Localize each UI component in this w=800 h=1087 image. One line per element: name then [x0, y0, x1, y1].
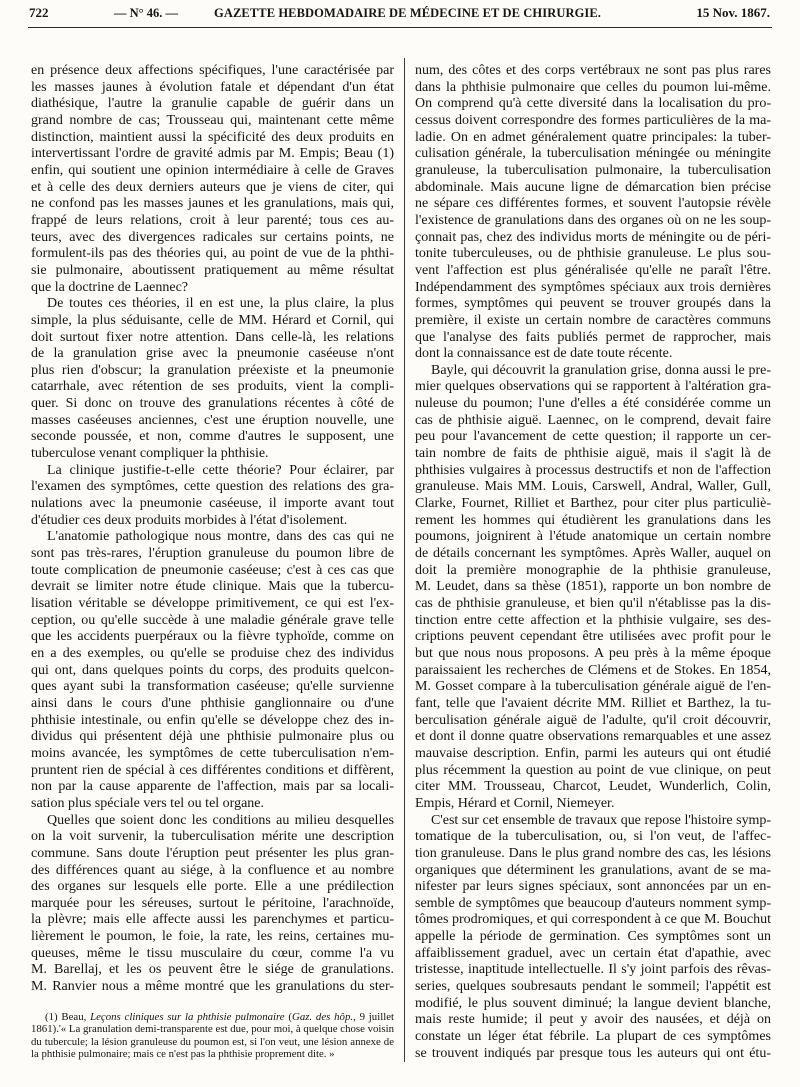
- text-line: ainsi dans le cours d'une phthisie ganglionnaire ou d'une: [31, 695, 394, 711]
- text-line: modifié, le plus souvent diminué; la langue devient blanche,: [415, 995, 771, 1011]
- text-line: series, quelques soubresauts pendant le sommeil; l'appétit est: [415, 979, 771, 995]
- text-line: ne sépare ces différentes formes, et souvent l'autopsie révèle: [415, 196, 771, 212]
- footnote-line: [31, 1011, 394, 1023]
- header-rule: [28, 27, 772, 28]
- footnote-line: 1861).'« La granulation demi-transparente est due, pour moi, à quelque chose voisin: [31, 1023, 394, 1036]
- text-line: et dont il donne quatre observations remarquables et une assez: [415, 729, 771, 745]
- text-line: but que nous nous proposons. A peu près à la même époque: [415, 645, 771, 661]
- text-line: cessus doivent correspondre des formes particulières de la ma-: [415, 112, 771, 128]
- footnote-reference: (1) Beau,: [45, 1011, 91, 1023]
- paragraph: [31, 63, 394, 296]
- text-line: première, il existe un certain nombre de caractères communs: [415, 312, 771, 328]
- footnote-text: (: [284, 1011, 293, 1023]
- text-line: diathésique, l'autre la granulie capable de guérir dans un: [31, 96, 394, 112]
- text-line: mauvaise description. Enfin, parmi les auteurs qui ont étudié: [415, 745, 771, 761]
- text-line: grand nombre de cas; Trousseau qui, maintenant cette même: [31, 112, 394, 128]
- text-line: dont la connaissance est de date toute récente.: [415, 346, 673, 362]
- text-line: non par la cause apparente de l'affection, mais par sa locali-: [31, 779, 394, 795]
- text-line: tomatique de la tuberculisation, ou, si l'on veut, de l'affec-: [415, 829, 771, 845]
- text-line: La clinique justifie-t-elle cette théorie? Pour éclairer, par: [47, 462, 394, 478]
- text-line: sont pas très-rares, l'éruption granuleuse du poumon libre de: [31, 546, 394, 562]
- text-line: les masses jaunes à évolution fatale et dépendant d'un état: [31, 79, 394, 95]
- text-line: quer. Si donc on trouve des granulations récentes à côté de: [31, 396, 394, 412]
- text-line: criptions peuvent cependant être utilisées avec profit pour le: [415, 629, 771, 645]
- text-line: appelle la période de germination. Ces symptômes sont un: [415, 929, 771, 945]
- paragraph: [31, 813, 394, 996]
- text-line: que la doctrine de Laennec?: [31, 279, 189, 295]
- text-line: dividus qui présentent déjà une phthisie pulmonaire plus ou: [31, 729, 394, 745]
- text-line: qui ont, dans quelques points du corps, des produits quelcon-: [31, 662, 394, 678]
- footnote-source-title: Gaz. des hôp.: [292, 1011, 354, 1023]
- paragraph: [415, 813, 771, 1063]
- footnote: [31, 1011, 394, 1061]
- text-line: ladie. On en admet généralement quatre principales: la tuber-: [415, 129, 771, 145]
- left-column: [31, 63, 394, 996]
- text-line: ception, ou qu'elle succède à une maladie générale grave telle: [31, 612, 394, 628]
- text-line: tonite tuberculeuses, ou de phthisie granuleuse. Le plus sou-: [415, 246, 771, 262]
- text-line: formulent-ils pas des théories qui, au point de vue de la phthi-: [31, 246, 394, 262]
- text-line: constate un léger état fébrile. La plupart de ces symptômes: [415, 1029, 771, 1045]
- text-line: pruntent rien de spécial à ces différentes conditions et diffèrent,: [31, 762, 394, 778]
- text-line: dans la phthisie pulmonaire que celles du poumon lui-même.: [415, 79, 771, 95]
- text-line: enfin, qui soutient une opinion intermédiaire à celle de Graves: [31, 162, 394, 178]
- text-line: berculisation générale aiguë de l'adulte, qu'il croit découvrir,: [415, 712, 771, 728]
- text-line: en a des exemples, ou qu'elle se produise chez des individus: [31, 645, 394, 661]
- text-line: doit surtout fixer notre attention. Dans celle-là, les relations: [31, 329, 394, 345]
- text-line: organiques que déterminent les granulations, avant de se ma-: [415, 862, 771, 878]
- text-line: çonnait pas, chez des individus morts de méningite ou de péri-: [415, 229, 771, 245]
- text-line: formes, symptômes qui peuvent se trouver groupés dans la: [415, 296, 771, 312]
- text-line: nuleuse du poumon; l'une d'elles a été considérée comme un: [415, 396, 771, 412]
- text-line: num, des côtes et des corps vertébraux ne sont pas plus rares: [415, 63, 771, 78]
- text-line: l'examen des symptômes, cette question des relations des gra-: [31, 479, 394, 495]
- text-line: lisation véritable se développe primitivement, ce qui est l'ex-: [31, 596, 394, 611]
- text-line: marquée pour les séreuses, surtout le péritoine, l'arachnoïde,: [31, 895, 394, 911]
- footnote-line: la phthisie pulmonaire; mais ce n'est pas la phthisie proprement dite. »: [31, 1048, 335, 1061]
- text-line: toute complication de pneumonie caséeuse; c'est à ces cas que: [31, 562, 394, 578]
- text-line: On comprend qu'à cette diversité dans la localisation du pro-: [415, 96, 771, 112]
- text-line: l'existence de granulations dans des organes où on ne les soup-: [415, 212, 771, 228]
- text-line: granuleuse. Mais MM. Louis, Carswell, Andral, Waller, Gull,: [415, 479, 771, 495]
- text-line: des différences quant au siége, à la confluence et au nombre: [31, 862, 394, 878]
- text-line: se trouvent indiqués par presque tous les auteurs qui ont étu-: [415, 1045, 771, 1061]
- text-line: semble de symptômes que beaucoup d'auteurs nomment symp-: [415, 895, 771, 911]
- paragraph: [415, 363, 771, 813]
- text-line: de la granulation grise avec la pneumonie caséeuse n'ont: [31, 346, 394, 362]
- text-line: on la voit survenir, la tuberculisation mérite une description: [31, 829, 394, 845]
- text-line: M. Leudet, dans sa thèse (1851), rapporte un bon nombre de: [415, 579, 771, 595]
- page-number: 722: [29, 5, 49, 20]
- text-line: L'anatomie pathologique nous montre, dans des cas qui ne: [47, 529, 394, 545]
- text-line: M. Ranvier nous a même montré que les granulations du ster-: [31, 979, 394, 995]
- text-line: abdominale. Mais aucune ligne de démarcation bien précise: [415, 179, 771, 195]
- text-line: affaiblissement graduel, avec un certain état d'apathie, avec: [415, 945, 771, 961]
- text-line: plus récemment la question au point de vue clinique, on peut: [415, 762, 771, 778]
- text-line: lièrement le poumon, le foie, la rate, les reins, certaines mu-: [31, 929, 394, 945]
- text-line: ne confond pas les masses jaunes et les granulations, mais qui,: [31, 196, 394, 212]
- footnote-work-title: Leçons cliniques sur la phthisie pulmonaire: [90, 1011, 285, 1023]
- text-line: teurs, avec des divergences radicales sur certains points, ne: [31, 229, 394, 245]
- footnote-text: , 9 juillet: [353, 1011, 394, 1023]
- text-line: la plèvre; mais elle affecte aussi les parenchymes et particu-: [31, 912, 394, 928]
- text-line: masses caséeuses anciennes, c'est une éruption nouvelle, une: [31, 412, 394, 428]
- text-line: fant, telle que l'avaient décrite MM. Rilliet et Barthez, la tu-: [415, 695, 771, 711]
- text-line: tain nombre de faits de phthisie aiguë, mais il s'agit là de: [415, 446, 771, 462]
- right-column: [415, 63, 771, 1062]
- text-line: des organes sur lesquels elle porte. Elle a une prédilection: [31, 879, 394, 895]
- text-line: Indépendamment des symptômes spéciaux aux trois dernières: [415, 279, 771, 295]
- text-line: que les accidents puerpéraux ou la fièvre typhoïde, comme on: [31, 629, 394, 645]
- text-line: devrait se limiter notre étude clinique. Mais que la tubercu-: [31, 579, 394, 595]
- text-line: tinction entre cette affection et la phthisie vulgaire, ses des-: [415, 612, 771, 628]
- text-line: de détails concernant les symptômes. Après Waller, auquel on: [415, 546, 771, 562]
- text-line: sie pulmonaire, aboutissent pratiquement au même résultat: [31, 262, 394, 278]
- text-line: M. Gosset compare à la tuberculisation générale aiguë de l'en-: [415, 679, 771, 695]
- text-line: commune. Sans doute l'éruption peut présenter les plus gran-: [31, 845, 394, 861]
- text-line: paraissaient les recherches de Clémens et de Stokes. En 1854,: [415, 662, 771, 678]
- text-line: Quelles que soient donc les conditions au milieu desquelles: [47, 812, 394, 828]
- text-line: catarrhale, avec rétention de ses produits, vient la compli-: [31, 379, 394, 395]
- text-line: plus rien d'obscur; la granulation préexiste et la pneumonie: [31, 362, 394, 378]
- journal-title: GAZETTE HEBDOMADAIRE DE MÉDECINE ET DE CHIRURGIE.: [214, 6, 602, 20]
- text-line: simple, la plus séduisante, celle de MM. Hérard et Cornil, qui: [31, 312, 394, 328]
- text-line: Bayle, qui découvrit la granulation grise, donna aussi le pre-: [431, 362, 771, 378]
- text-line: peu pour l'avancement de cette question; il rapporte un cer-: [415, 429, 771, 445]
- text-line: phthisies vulgaires à processus destructifs et non de l'affection: [415, 462, 771, 478]
- text-line: frappé de leurs relations, croit à leur parenté; tous ces au-: [31, 212, 394, 228]
- column-rule: [404, 58, 405, 1062]
- text-line: Clarke, Fournet, Rilliet et Barthez, pour citer plus particuliè-: [415, 496, 771, 512]
- text-line: en présence deux affections spécifiques, l'une caractérisée par: [31, 63, 394, 78]
- footnote-line: du tubercule; la lésion granuleuse du poumon est, si l'on veut, une lésion annexe de: [31, 1035, 394, 1048]
- text-line: Empis, Hérard et Cornil, Niemeyer.: [415, 795, 615, 811]
- text-line: nifester par leurs signes spéciaux, sont annoncées par un en-: [415, 879, 771, 895]
- text-line: mais reste humide; il peut y avoir des nausées, et déjà on: [415, 1012, 771, 1028]
- text-line: doit la première monographie de la phthisie granuleuse,: [415, 562, 771, 578]
- paragraph: [31, 463, 394, 530]
- text-line: M. Barellaj, et les os peuvent être le siége de granulations.: [31, 962, 394, 978]
- text-line: moins avancée, les symptômes de cette tuberculisation n'em-: [31, 745, 394, 761]
- text-line: et à celle des deux derniers auteurs que je viens de citer, qui: [31, 179, 394, 195]
- text-line: De toutes ces théories, il en est une, la plus claire, la plus: [47, 296, 394, 312]
- text-line: phthisie intestinale, ou enfin qu'elle se développe chez des in-: [31, 712, 394, 728]
- issue-number: — N° 46. —: [114, 6, 179, 20]
- text-line: C'est sur cet ensemble de travaux que repose l'histoire symp-: [431, 812, 771, 828]
- paragraph: [31, 529, 394, 812]
- text-line: queuses, même le tissu musculaire du cœur, comme l'a vu: [31, 945, 394, 961]
- paragraph: [31, 296, 394, 463]
- text-line: nulations avec la pneumonie caséeuse, il importe avant tout: [31, 496, 394, 512]
- text-line: citer MM. Trousseau, Charcot, Leudet, Wunderlich, Colin,: [415, 779, 771, 795]
- text-line: tuberculose venant compliquer la phthisie.: [31, 446, 269, 462]
- text-line: intervertissant l'ordre de gravité admis par M. Empis; Beau (1): [31, 146, 394, 162]
- text-line: ques ayant subi la transformation caséeuse; qu'elle survienne: [31, 679, 394, 695]
- text-line: d'étudier ces deux produits morbides à l'état d'isolement.: [31, 512, 348, 528]
- text-line: cas de phthisie granuleuse, et bien qu'il n'établisse pas la dis-: [415, 596, 771, 611]
- text-line: granuleuse, la tuberculisation pulmonaire, la tuberculisation: [415, 162, 771, 178]
- text-line: sation plus spéciale vers tel ou tel organe.: [31, 795, 265, 811]
- text-line: tristesse, inaptitude intellectuelle. Il s'y joint parfois des rêvas-: [415, 962, 771, 978]
- text-line: seconde poussée, et non, comme d'autres le supposent, une: [31, 429, 394, 445]
- text-line: poumons, joignirent à l'étude anatomique un certain nombre: [415, 529, 771, 545]
- text-line: culisation générale, la tuberculisation méningée ou méningite: [415, 146, 771, 162]
- text-line: tômes prodromiques, et qui correspondent à ce que M. Bouchut: [415, 912, 771, 928]
- text-line: tion granuleuse. Dans le plus grand nombre des cas, les lésions: [415, 845, 771, 861]
- text-line: cas de phthisie aiguë. Laennec, on le comprend, devait faire: [415, 412, 771, 428]
- text-line: rement les hommes qui étudièrent les granulations dans les: [415, 512, 771, 528]
- text-line: distinction, maintient aussi la spécificité des deux produits en: [31, 129, 394, 145]
- text-line: que l'analyse des faits publiés permet de rapprocher, mais: [415, 329, 771, 345]
- text-line: vent l'affection est plus généralisée qu'elle ne paraît l'être.: [415, 262, 771, 278]
- paragraph: [415, 63, 771, 363]
- issue-date: 15 Nov. 1867.: [696, 5, 770, 20]
- text-line: mier quelques observations qui se rapportent à l'altération gra-: [415, 379, 771, 395]
